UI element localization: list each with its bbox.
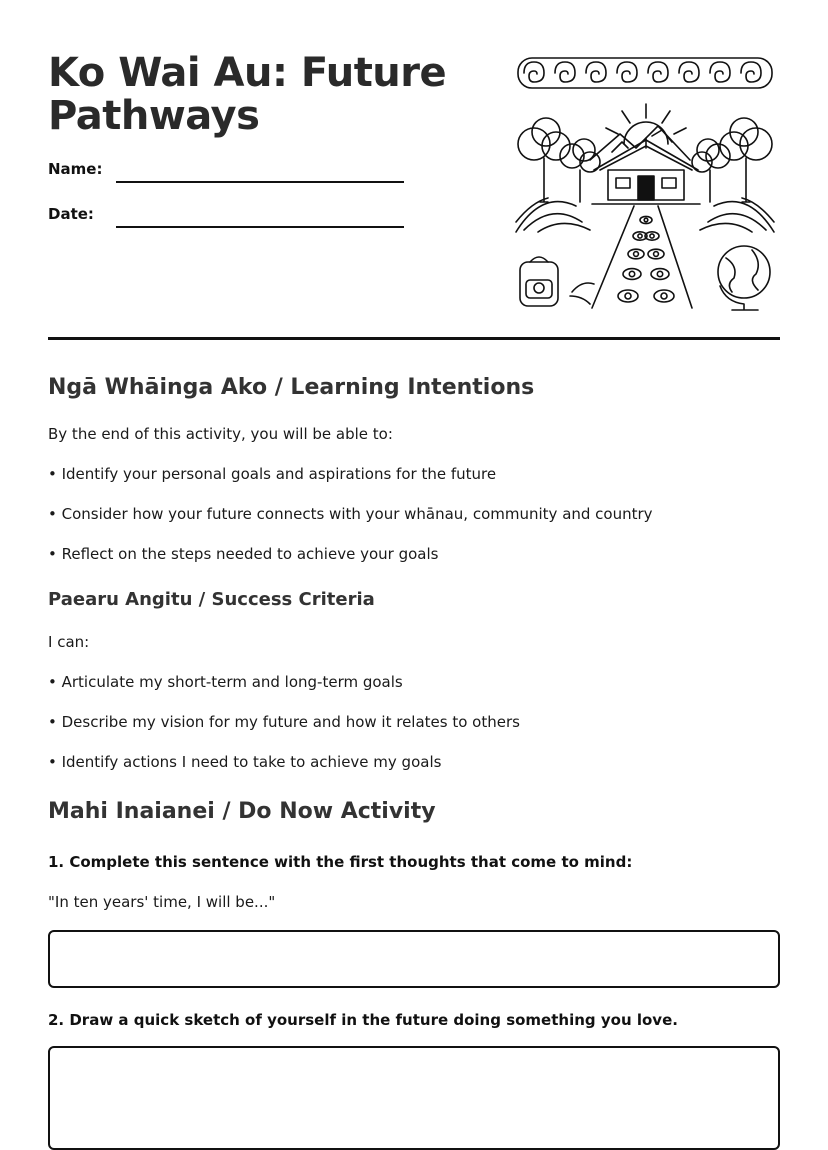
success-item-3: • Identify actions I need to take to achieve my goals <box>48 753 442 771</box>
date-label: Date: <box>48 205 94 223</box>
name-field[interactable] <box>116 181 404 183</box>
learning-item-1: • Identify your personal goals and aspirations for the future <box>48 465 497 483</box>
header-illustration <box>512 52 778 312</box>
learning-item-2: • Consider how your future connects with your whānau, community and country <box>48 505 653 523</box>
success-criteria-heading: Paearu Angitu / Success Criteria <box>48 589 375 610</box>
wharenui-icon <box>592 138 700 204</box>
do-now-heading: Mahi Inaianei / Do Now Activity <box>48 799 436 824</box>
learning-intentions-heading: Ngā Whāinga Ako / Learning Intentions <box>48 375 535 400</box>
success-item-2: • Describe my vision for my future and how it relates to others <box>48 713 520 731</box>
header-divider <box>48 337 780 340</box>
koru-path-icon <box>592 206 692 308</box>
name-label: Name: <box>48 160 103 178</box>
globe-icon <box>718 246 770 310</box>
success-intro: I can: <box>48 633 90 651</box>
question-1-prompt: "In ten years' time, I will be..." <box>48 893 276 911</box>
fern-icon <box>516 198 774 304</box>
learning-intro: By the end of this activity, you will be able to: <box>48 425 393 443</box>
question-1-answer-box[interactable] <box>48 930 780 988</box>
question-1: 1. Complete this sentence with the first thoughts that come to mind: <box>48 853 633 871</box>
date-field[interactable] <box>116 226 404 228</box>
backpack-icon <box>520 257 558 306</box>
success-item-1: • Articulate my short-term and long-term goals <box>48 673 403 691</box>
koru-border-icon <box>518 58 772 88</box>
question-2-sketch-box[interactable] <box>48 1046 780 1150</box>
learning-item-3: • Reflect on the steps needed to achieve your goals <box>48 545 439 563</box>
question-2: 2. Draw a quick sketch of yourself in the future doing something you love. <box>48 1011 678 1029</box>
page-title: Ko Wai Au: Future Pathways <box>48 50 447 139</box>
